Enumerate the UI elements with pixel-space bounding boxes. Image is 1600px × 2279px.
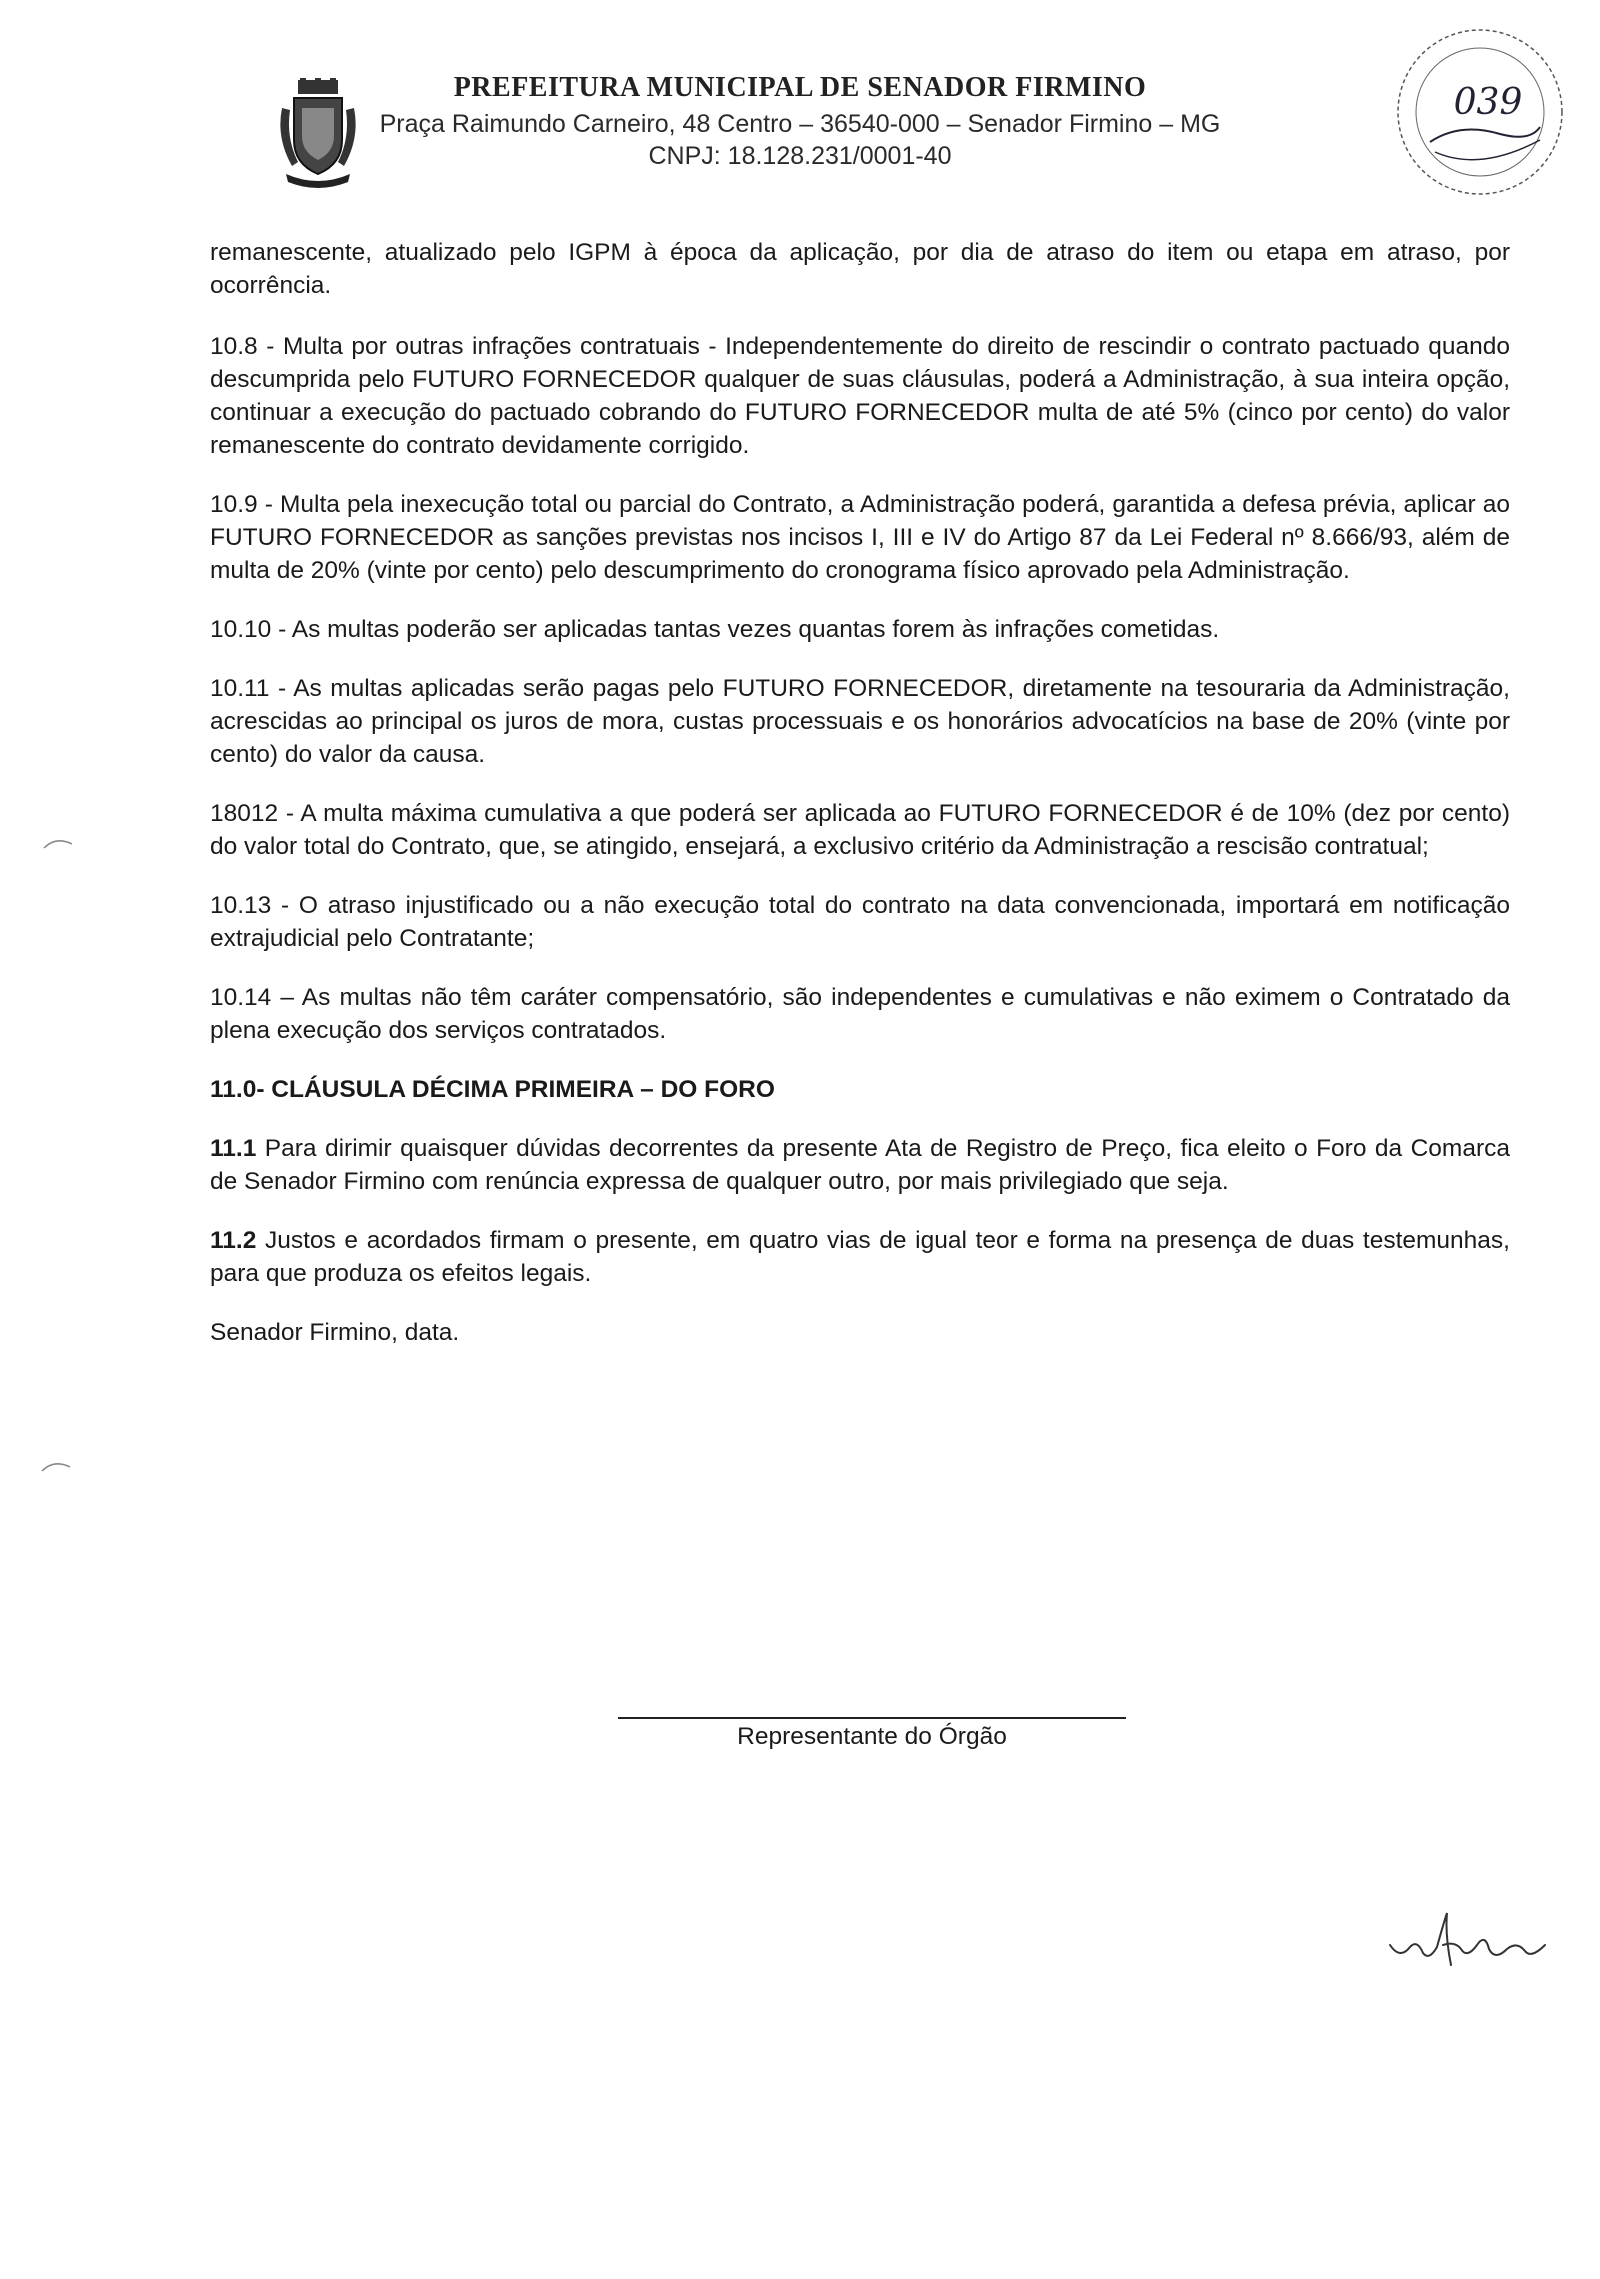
clause-text: Justos e acordados firmam o presente, em quatro vias de igual teor e forma na presença de duas testemunhas, para que produza os efeitos legais. [210, 1227, 1510, 1287]
clause-number: 11.1 [210, 1135, 257, 1162]
stamp-page-number: 039 [1453, 82, 1523, 123]
paragraph-10-9: 10.9 - Multa pela inexecução total ou parcial do Contrato, a Administração poderá, garantida a defesa prévia, aplicar ao FUTURO FORNECEDOR as sanções previstas nos incisos I, III e IV do Artigo 87 da Lei Federal nº 8.666/93, além de multa de 20% (vinte por cento) pelo descumprimento do cronograma físico aprovado pela Administração. [210, 491, 1510, 584]
protocol-stamp [1390, 22, 1570, 200]
clause-item-11-2 [210, 1224, 1510, 1290]
handwritten-rubric [1385, 1905, 1565, 1975]
clause-text: Para dirimir quaisquer dúvidas decorrentes da presente Ata de Registro de Preço, fica eleito o Foro da Comarca de Senador Firmino com renúncia expressa de qualquer outro, por mais privilegiado que seja. [210, 1135, 1510, 1195]
paragraph-10-12: 18012 - A multa máxima cumulativa a que poderá ser aplicada ao FUTURO FORNECEDOR é de 10% (dez por cento) do valor total do Contrato, que, se atingido, ensejará, a exclusivo critério da Administração a rescisão contratual; [210, 800, 1510, 860]
signature-block [618, 1717, 1126, 1751]
signature-label: Representante do Órgão [737, 1723, 1007, 1750]
header-address: Praça Raimundo Carneiro, 48 Centro – 36540-000 – Senador Firmino – MG [379, 110, 1221, 138]
scan-mark [40, 1455, 80, 1475]
header-title: PREFEITURA MUNICIPAL DE SENADOR FIRMINO [453, 72, 1147, 103]
clause-item-11-1 [210, 1132, 1510, 1198]
paragraph-10-10: 10.10 - As multas poderão ser aplicadas tantas vezes quantas forem às infrações cometidas. [210, 616, 1220, 643]
scan-mark [42, 832, 82, 852]
paragraph-10-11: 10.11 - As multas aplicadas serão pagas pelo FUTURO FORNECEDOR, diretamente na tesouraria da Administração, acrescidas ao principal os juros de mora, custas processuais e os honorários advocatícios na base de 20% (vinte por cento) do valor da causa. [210, 675, 1510, 768]
paragraph-10-13: 10.13 - O atraso injustificado ou a não execução total do contrato na data convencionada, importará em notificação extrajudicial pelo Contratante; [210, 892, 1510, 952]
closing-place-date: Senador Firmino, data. [210, 1319, 460, 1346]
signature-line [618, 1717, 1126, 1719]
clause-number: 11.2 [210, 1227, 257, 1254]
paragraph-10-14: 10.14 – As multas não têm caráter compensatório, são independentes e cumulativas e não eximem o Contratado da plena execução dos serviços contratados. [210, 984, 1510, 1044]
clause-heading: 11.0- CLÁUSULA DÉCIMA PRIMEIRA – DO FORO [210, 1076, 775, 1103]
paragraph-continuation: remanescente, atualizado pelo IGPM à época da aplicação, por dia de atraso do item ou etapa em atraso, por ocorrência. [210, 239, 1510, 299]
header-cnpj: CNPJ: 18.128.231/0001-40 [648, 142, 952, 170]
paragraph-10-8: 10.8 - Multa por outras infrações contratuais - Independentemente do direito de rescindir o contrato pactuado quando descumprida pelo FUTURO FORNECEDOR qualquer de suas cláusulas, poderá a Administração, à sua inteira opção, continuar a execução do pactuado cobrando do FUTURO FORNECEDOR multa de até 5% (cinco por cento) do valor remanescente do contrato devidamente corrigido. [210, 333, 1510, 459]
document-body [210, 236, 1510, 1375]
